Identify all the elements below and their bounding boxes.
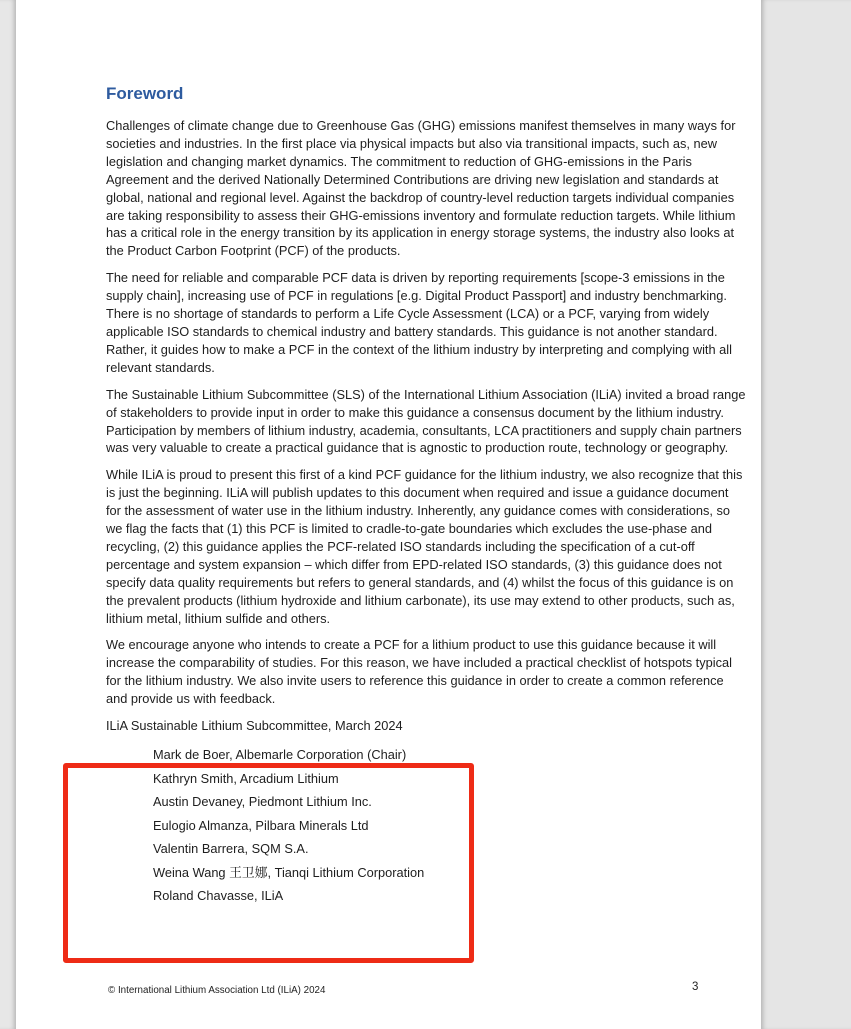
footer-copyright: © International Lithium Association Ltd (ILiA) 2024	[108, 985, 326, 996]
committee-member: Valentin Barrera, SQM S.A.	[153, 841, 309, 856]
paragraph: The need for reliable and comparable PCF data is driven by reporting requirements [scope-3 emissions in the supply chain], increasing use of PCF in regulations [e.g. Digital Product Passport] and industry benchmarking. There is no shortage of standards to perform a Life Cycle Assessment (LCA) or a PCF, varying from widely applicable ISO standards to chemical industry and battery standards. This guidance is not another standard. Rather, it guides how to make a PCF in the context of the lithium industry by interpreting and complying with all relevant standards.	[106, 270, 732, 375]
committee-member: Mark de Boer, Albemarle Corporation (Chair)	[153, 747, 407, 762]
committee-title: ILiA Sustainable Lithium Subcommittee, March 2024	[106, 718, 403, 734]
page-number: 3	[692, 981, 699, 993]
paragraph: The Sustainable Lithium Subcommittee (SLS) of the International Lithium Association (ILiA) invited a broad range of stakeholders to provide input in order to make this guidance a consensus document by the lithium industry. Participation by members of lithium industry, academia, consultants, LCA practitioners and supply chain partners was very valuable to create a practical guidance that is agnostic to production route, technology or geography.	[106, 386, 746, 456]
committee-member: Roland Chavasse, ILiA	[153, 888, 284, 903]
viewer-background-left	[0, 0, 16, 1029]
page-content	[106, 84, 746, 908]
section-heading: Foreword	[106, 84, 184, 103]
paragraph: While ILiA is proud to present this first of a kind PCF guidance for the lithium industry, we also recognize that this is just the beginning. ILiA will publish updates to this document when required and issue a guidance document for the assessment of water use in the lithium industry. Inherently, any guidance comes with considerations, so we flag the facts that (1) this PCF is limited to cradle-to-gate boundaries which excludes the use-phase and recycling, (2) this guidance applies the PCF-related ISO standards including the specification of a cut-off percentage and system expansion – which differ from EPD-related ISO standards, (3) this guidance does not specify data quality requirements but refers to general standards, and (4) whilst the focus of this guidance is on the prevalent products (lithium hydroxide and lithium carbonate), its use may extend to other products, such as, lithium metal, lithium sulfide and others.	[106, 467, 743, 626]
committee-member: Weina Wang 王卫娜, Tianqi Lithium Corporation	[153, 864, 425, 880]
paragraph: Challenges of climate change due to Greenhouse Gas (GHG) emissions manifest themselves in many ways for societies and industries. In the first place via physical impacts but also via transitional impacts, such as, new legislation and changing market dynamics. The commitment to reduction of GHG-emissions in the Paris Agreement and the derived Nationally Determined Contributions are driving new legislation and standards at global, national and regional level. Against the backdrop of country-level reduction targets individual companies are taking responsibility to assess their GHG-emissions inventory and formulate reduction targets. While lithium has a critical role in the energy transition by its application in energy storage systems, the industry also looks at the Product Carbon Footprint (PCF) of the products.	[106, 118, 736, 259]
committee-member: Kathryn Smith, Arcadium Lithium	[153, 770, 339, 786]
committee-member: Eulogio Almanza, Pilbara Minerals Ltd	[153, 817, 369, 833]
committee-member-list	[106, 743, 746, 908]
paragraph: We encourage anyone who intends to create a PCF for a lithium product to use this guidance because it will increase the comparability of studies. For this reason, we have included a practical checklist of hotspots typical for the lithium industry. We also invite users to reference this guidance in order to create a common reference and provide us with feedback.	[106, 637, 732, 707]
viewer-background-right	[761, 0, 851, 1029]
committee-member: Austin Devaney, Piedmont Lithium Inc.	[153, 794, 372, 809]
document-page	[16, 0, 761, 1029]
